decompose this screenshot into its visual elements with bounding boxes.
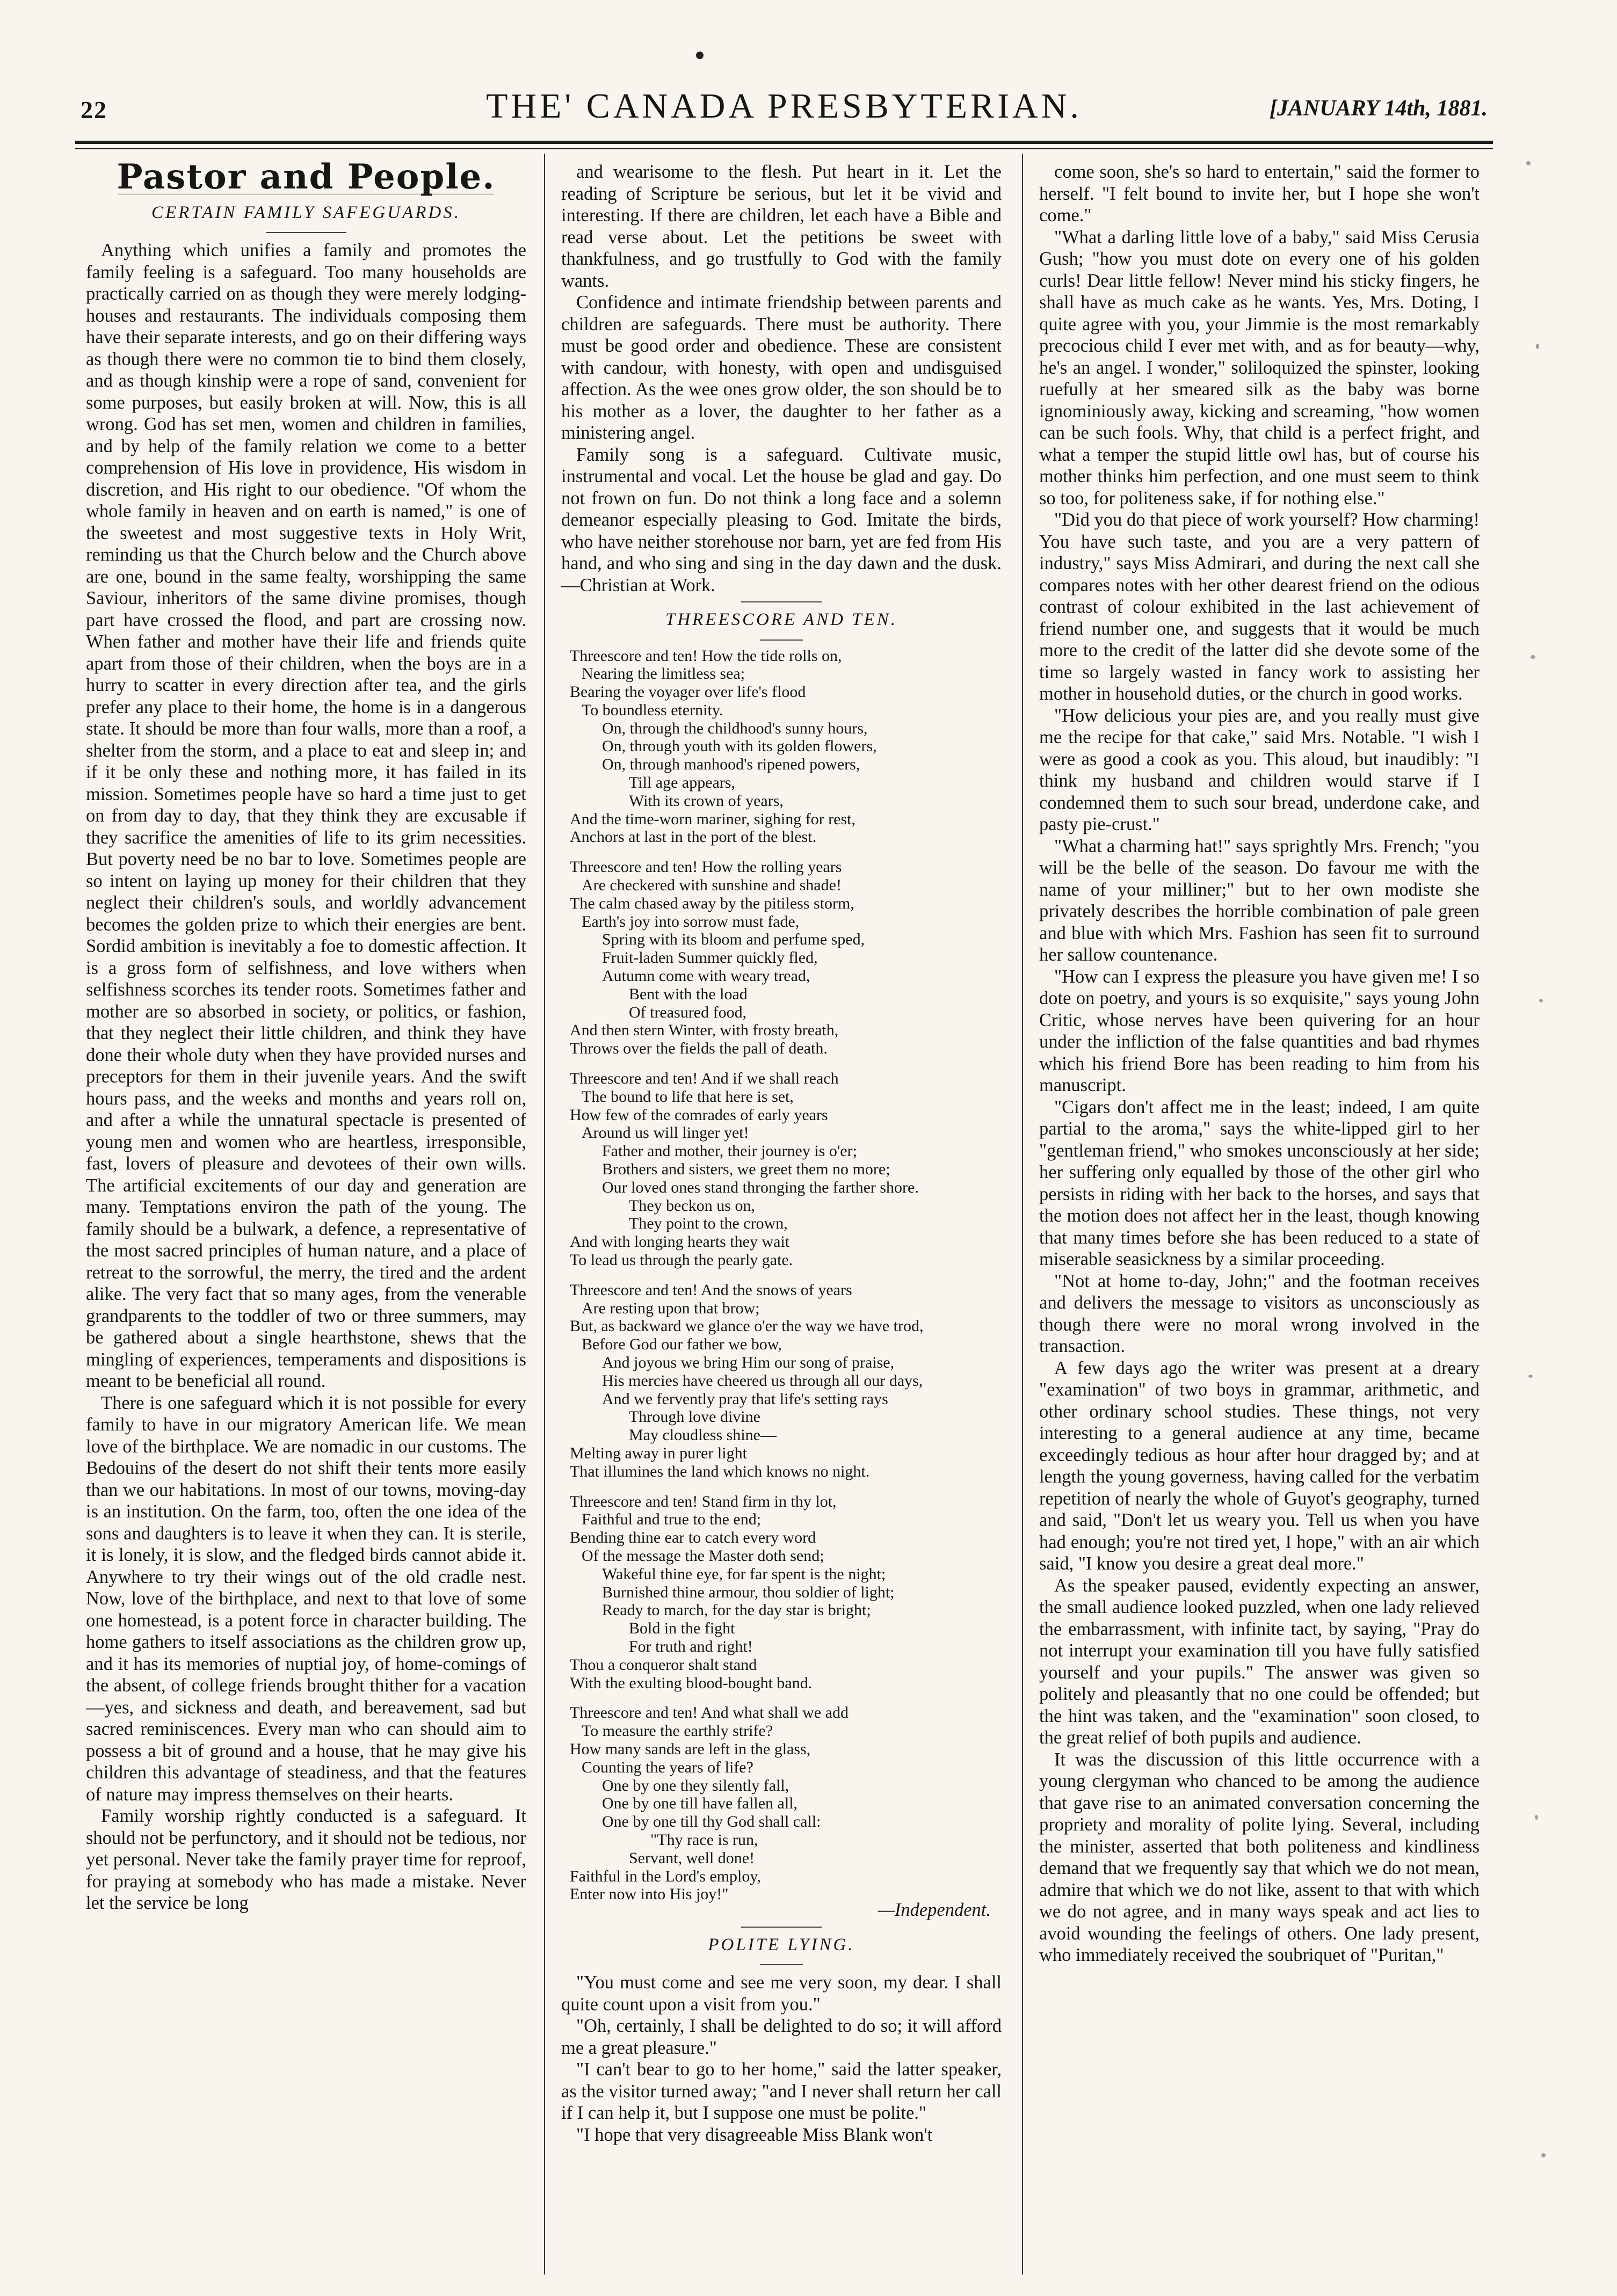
poem-line: Counting the years of life? xyxy=(582,1758,753,1776)
scan-speck xyxy=(1535,1815,1538,1820)
poem-line: Threescore and ten! How the tide rolls on, xyxy=(570,646,842,665)
masthead-rule xyxy=(75,141,1493,144)
poem-line: With its crown of years, xyxy=(629,791,784,810)
poem-stanza xyxy=(570,1070,1002,1269)
column-divider xyxy=(1022,154,1023,2275)
poem-line: Before God our father we bow, xyxy=(582,1335,782,1354)
divider xyxy=(760,1964,803,1965)
poem-line: To lead us through the pearly gate. xyxy=(570,1251,793,1269)
paragraph: "Did you do that piece of work yourself? How charming! You have such taste, and you are a very pattern of industry," says Miss Admirari, and during the next call she compares notes with her other dearest friend on the odious contrast of colour exhibited in the last achievement of friend number one, and suggests that it would be much more to the credit of the latter did she devote some of the time so largely wasted in fancy work to assisting her mother in household duties, or the church in good works. xyxy=(1039,510,1480,704)
poem-line: Faithful in the Lord's employ, xyxy=(570,1867,761,1885)
issue-date: [JANUARY 14th, 1881. xyxy=(1269,96,1488,121)
poem-line: How many sands are left in the glass, xyxy=(570,1740,811,1758)
poem-line: Spring with its bloom and perfume sped, xyxy=(602,931,865,949)
scan-speck xyxy=(1536,344,1539,349)
poem-line: But, as backward we glance o'er the way we have trod, xyxy=(570,1317,924,1335)
divider xyxy=(741,601,822,602)
paragraph: "I can't bear to go to her home," said the latter speaker, as the visitor turned away; "and I never shall return her call if I can help it, but I suppose one must be polite." xyxy=(561,2059,1002,2124)
paragraph: A few days ago the writer was present at a dreary "examination" of two boys in grammar, arithmetic, and other ordinary school studies. These things, not very interesting to a general audience at any time, became exceedingly tedious as hour after hour dragged by; and at length the young governess, having called for the verbatim repetition of nearly the whole of Guyot's geography, turned and said, "Don't let us weary you. Tell us when you have had enough; you're not tired yet, I hope," with an air which said, "I know you desire a great deal more." xyxy=(1039,1357,1480,1574)
poem-stanza xyxy=(570,1281,1002,1481)
paragraph: "What a charming hat!" says sprightly Mrs. French; "you will be the belle of the season. Do favour me with the name of your milliner;" but to her own modiste she privately describes the horrible combination of pale green and blue with which Mrs. Fashion has seen fit to surround her sallow countenance. xyxy=(1039,835,1480,965)
poem-line: One by one they silently fall, xyxy=(602,1776,789,1794)
poem-line: Thou a conqueror shalt stand xyxy=(570,1655,757,1674)
paragraph: "What a darling little love of a baby," said Miss Cerusia Gush; "how you must dote on every one of his golden curls! Dear little fellow! Never mind his sticky fingers, he shall have as much cake as he wants. Yes, Mrs. Doting, I quite agree with you, your Jimmie is the most remarkably precocious child I ever met with, and as for beauty—why, he's an angel. I wonder," soliloquized the spinster, looking ruefully at her smeared silk as the baby was borne ignominiously away, kicking and screaming, "how women can be such fools. Why, that child is a perfect fright, and what a temper the stupid little owl has, but of course his mother thinks him perfection, and one must seem to think so too, for politeness sake, if for nothing else." xyxy=(1039,227,1480,508)
article-heading: CERTAIN FAMILY SAFEGUARDS. xyxy=(151,202,461,222)
divider xyxy=(760,640,803,641)
poem-line: And we fervently pray that life's setting rays xyxy=(602,1390,888,1408)
paragraph: Family worship rightly conducted is a safeguard. It should not be perfunctory, and it should not be tedious, nor yet personal. Never take the family prayer time for reproof, for praying at somebody who has made a mistake. Never let the service be long xyxy=(86,1806,526,1913)
scan-speck xyxy=(1539,999,1543,1002)
poem-stanza xyxy=(570,647,1002,847)
poem-line: Till age appears, xyxy=(629,774,736,792)
masthead-rule-thin xyxy=(75,148,1493,149)
poem-line: With the exulting blood-bought band. xyxy=(570,1674,813,1692)
poem-line: His mercies have cheered us through all our days, xyxy=(602,1371,923,1390)
poem-line: Threescore and ten! And what shall we add xyxy=(570,1704,849,1722)
poem xyxy=(561,647,1002,1904)
column-2 xyxy=(561,161,1002,2146)
poem-line: Anchors at last in the port of the blest. xyxy=(570,828,817,846)
scan-speck xyxy=(1531,655,1535,659)
poem-line: Our loved ones stand thronging the farther shore. xyxy=(602,1178,919,1196)
poem-line: Threescore and ten! Stand firm in thy lot, xyxy=(570,1492,837,1510)
paragraph: Anything which unifies a family and promotes the family feeling is a safeguard. Too many households are practically carried on as though they were merely lodging-houses and restaurants. The individuals composing them have their separate interests, and go on their differing ways as though there were no common tie to bind them closely, and as though kinship were a rope of sand, convenient for some purposes, but easily broken at will. Now, this is all wrong. God has set men, women and children in families, and by help of the family relation we come to a better comprehension of His love in providence, His wisdom in discretion, and His right to our obedience. "Of whom the whole family in heaven and on earth is named," is one of the sweetest and most suggestive texts in Holy Writ, reminding us that the Church below and the Church above are one, bound in the same fealty, worshipping the same Saviour, inheritors of the same divine promises, though part have crossed the flood, and part are crossing now. When father and mother have their life and friends quite apart from those of their children, when the boys are in a hurry to scatter in every direction after tea, and the girls prefer any place to their home, the home is in a dangerous state. It should be more than four walls, more than a roof, a shelter from the storm, and a place to eat and sleep in; and if it be only these and nothing more, it has failed in its mission. Sometimes people have so hard a time just to get on from day to day, that they think they are excusable if they sacrifice the amenities of life to its grim necessities. But poverty need be no bar to love. Sometimes people are so intent on laying up money for their children that they neglect their children's souls, and worldly advancement becomes the golden prize to which their energies are bent. Sordid ambition is inevitably a foe to domestic affection. It is a gross form of selfishness, and love withers when selfishness scorches its tender roots. Sometimes father and mother are so absorbed in society, or politics, or fashion, that they neglect their little children, and think they have done their whole duty when they have provided nurses and preceptors for them in their juvenile years. And the swift hours pass, and the weeks and months and years roll on, and after a while the unnatural spectacle is presented of young men and women who are heartless, irresponsible, fast, lovers of pleasure and devotees of their own wills. The artificial excitements of our day and generation are many. Temptations environ the path of the young. The family should be a bulwark, a defence, a representative of the most sacred principles of human nature, and a place of retreat to the sorrowful, the merry, the tired and the ardent alike. The very fact that so many ages, from the venerable grandparents to the toddler of two or three summers, may be gathered about a single hearthstone, shews that the mingling of experiences, temperaments and dispositions is meant to be beneficial all round. xyxy=(86,240,526,1391)
poem-line: One by one till thy God shall call: xyxy=(602,1813,821,1831)
poem-line: On, through manhood's ripened powers, xyxy=(602,755,860,774)
paragraph: There is one safeguard which it is not possible for every family to have in our migratory American life. We mean love of the birthplace. We are nomadic in our customs. The Bedouins of the desert do not shift their tents more easily than we our habitations. In most of our towns, moving-day is an institution. On the farm, too, often the one idea of the sons and daughters is to leave it when they can. It is sterile, it is lonely, it is slow, and the fledged birds cannot abide it. Anywhere to try their wings out of the old cradle nest. Now, love of the birthplace, and next to that love of some one homestead, is a potent force in character building. The home gathers to itself associations as the children grow up, and it has its memories of nuptial joy, of home-comings of the absent, of college friends brought thither for a vacation—yes, and sickness and death, and bereavement, sad but sacred reminiscences. Every man who can should aim to possess a bit of ground and a house, that he may give his children this advantage of steadiness, and that the features of nature may impress themselves on their hearts. xyxy=(86,1392,526,1805)
paragraph: come soon, she's so hard to entertain," said the former to herself. "I felt bound to invite her, but I hope she won't come." xyxy=(1039,162,1480,226)
paragraph: It was the discussion of this little occurrence with a young clergyman who chanced to be among the audience that gave rise to an animated conversation concerning the propriety and morality of polite lying. Several, including the minister, asserted that both politeness and kindliness demand that we frequently say that which we do not mean, admire that which we do not like, assent to that with which we do not agree, and in many ways speak and act lies to avoid wounding the feelings of others. One lady present, who immediately received the soubriquet of "Puritan," xyxy=(1039,1749,1480,1965)
poem-line: Nearing the limitless sea; xyxy=(582,665,745,683)
poem-line: And the time-worn mariner, sighing for rest, xyxy=(570,810,856,828)
poem-line: One by one till have fallen all, xyxy=(602,1794,798,1813)
poem-line: Melting away in purer light xyxy=(570,1444,747,1462)
poem-line: Earth's joy into sorrow must fade, xyxy=(582,912,800,931)
poem-line: Brothers and sisters, we greet them no more; xyxy=(602,1160,890,1179)
poem-line: Bent with the load xyxy=(629,985,748,1003)
poem-line: Autumn come with weary tread, xyxy=(602,967,810,985)
poem-stanza xyxy=(570,1704,1002,1903)
poem-line: Threescore and ten! And if we shall reach xyxy=(570,1070,839,1088)
poem-stanza xyxy=(570,858,1002,1058)
poem-title: THREESCORE AND TEN. xyxy=(665,610,897,629)
divider xyxy=(266,232,346,233)
column-1 xyxy=(86,157,526,1914)
poem-line: And joyous we bring Him our song of praise, xyxy=(602,1353,895,1371)
ornament-dot xyxy=(696,52,704,59)
paragraph: "You must come and see me very soon, my dear. I shall quite count upon a visit from you." xyxy=(561,1972,1002,2015)
paragraph: "How delicious your pies are, and you really must give me the recipe for that cake," said Mrs. Notable. "I wish I were as good a cook as you. This aloud, but inaudibly: "I think my husband and children would starve if I condemned them to such sour bread, underdone cake, and pasty pie-crust." xyxy=(1039,705,1480,834)
paragraph: As the speaker paused, evidently expecting an answer, the small audience looked puzzled, when one lady relieved the embarrassment, with infinite tact, by saying, "Pray do not interrupt your examination till you have fully satisfied yourself and your pupils." The answer was given so politely and pleasantly that no one could be offended; but the hint was taken, and the "examination" soon closed, to the great relief of both pupils and audience. xyxy=(1039,1575,1480,1748)
poem-line: Are checkered with sunshine and shade! xyxy=(582,876,842,895)
poem-line: They beckon us on, xyxy=(629,1196,755,1215)
page-number: 22 xyxy=(81,96,107,123)
poem-line: Threescore and ten! How the rolling years xyxy=(570,858,842,876)
poem-line: Ready to march, for the day star is bright; xyxy=(602,1601,871,1619)
poem-line: May cloudless shine— xyxy=(629,1426,777,1444)
poem-line: Bearing the voyager over life's flood xyxy=(570,683,806,701)
paragraph: and wearisome to the flesh. Put heart in it. Let the reading of Scripture be serious, but let it be vivid and interesting. If there are children, let each have a Bible and read verse about. Let the petitions be sweet with thankfulness, and go trustfully to God with the family wants. xyxy=(561,162,1002,291)
poem-line: "Thy race is run, xyxy=(650,1830,758,1849)
poem-line: Bending thine ear to catch every word xyxy=(570,1529,816,1547)
scan-speck xyxy=(1526,161,1531,165)
paragraph: "Oh, certainly, I shall be delighted to do so; it will afford me a great pleasure." xyxy=(561,2016,1002,2058)
poem-line: Through love divine xyxy=(629,1408,760,1426)
poem-line: To boundless eternity. xyxy=(582,701,723,719)
poem-line: Throws over the fields the pall of death. xyxy=(570,1040,828,1058)
poem-line: Father and mother, their journey is o'er; xyxy=(602,1142,857,1160)
poem-line: Burnished thine armour, thou soldier of light; xyxy=(602,1583,895,1601)
scan-speck xyxy=(1541,2153,1546,2157)
paragraph: "I hope that very disagreeable Miss Blank won't xyxy=(576,2124,933,2145)
poem-line: How few of the comrades of early years xyxy=(570,1106,828,1124)
poem-line: They point to the crown, xyxy=(629,1215,788,1233)
paragraph: Family song is a safeguard. Cultivate music, instrumental and vocal. Let the house be glad and gay. Do not frown on fun. Do not think a long face and a solemn demeanor especially pleasing to God. Imitate the birds, who have neither storehouse nor barn, yet are fed from His hand, and who sing and sing in the day dawn and the dusk.—Christian at Work. xyxy=(561,444,1002,595)
poem-source: —Independent. xyxy=(878,1900,991,1921)
column-divider xyxy=(544,154,545,2275)
poem-line: Faithful and true to the end; xyxy=(582,1510,762,1529)
poem-line: On, through the childhood's sunny hours, xyxy=(602,719,868,737)
poem-line: Bold in the fight xyxy=(629,1619,735,1638)
article-heading: POLITE LYING. xyxy=(708,1935,855,1954)
poem-line: And then stern Winter, with frosty breath, xyxy=(570,1021,839,1040)
paragraph: "Not at home to-day, John;" and the footman receives and delivers the message to visitors as unconsciously as though there were no moral wrong involved in the transaction. xyxy=(1039,1270,1480,1356)
poem-line: Fruit-laden Summer quickly fled, xyxy=(602,949,818,967)
poem-line: Are resting upon that brow; xyxy=(582,1299,760,1317)
poem-stanza xyxy=(570,1493,1002,1692)
column-3 xyxy=(1039,161,1480,1966)
masthead xyxy=(81,86,1488,134)
paragraph: Confidence and intimate friendship between parents and children are safeguards. There must be authority. There must be good order and obedience. These are consistent with candour, with honesty, with open and undisguised affection. As the wee ones grow older, the son should be to his mother as a lover, the daughter to her father as a ministering angel. xyxy=(561,292,1002,443)
poem-line: Of the message the Master doth send; xyxy=(582,1546,824,1565)
poem-line: For truth and right! xyxy=(629,1637,753,1655)
poem-line: Enter now into His joy!" xyxy=(570,1885,729,1903)
divider xyxy=(741,1927,822,1928)
scan-speck xyxy=(1528,1375,1533,1378)
poem-line: And with longing hearts they wait xyxy=(570,1233,790,1251)
poem-line: Threescore and ten! And the snows of years xyxy=(570,1281,852,1299)
poem-line: On, through youth with its golden flowers, xyxy=(602,737,877,755)
paragraph: "How can I express the pleasure you have given me! I so dote on poetry, and yours is so exquisite," says young John Critic, whose nerves have been quivering for an hour under the infliction of the false quantities and bad rhymes which his friend Bore has been reading to him from his manuscript. xyxy=(1039,966,1480,1095)
poem-line: That illumines the land which knows no night. xyxy=(570,1462,870,1480)
poem-line: The calm chased away by the pitiless storm, xyxy=(570,894,854,912)
poem-line: Around us will linger yet! xyxy=(582,1124,749,1142)
poem-line: Wakeful thine eye, for far spent is the night; xyxy=(602,1565,886,1583)
poem-line: To measure the earthly strife? xyxy=(582,1722,773,1740)
department-heading: Pastor and People. xyxy=(117,157,496,197)
poem-line: Of treasured food, xyxy=(629,1003,747,1021)
poem-line: The bound to life that here is set, xyxy=(582,1087,794,1106)
newspaper-title: THE' CANADA PRESBYTERIAN. xyxy=(486,86,1082,126)
poem-line: Servant, well done! xyxy=(629,1849,755,1867)
paragraph: "Cigars don't affect me in the least; indeed, I am quite partial to the aroma," says the white-lipped girl to her "gentleman friend," who smokes unconsciously at her side; her suffering only equalled by those of the other girl who persists in riding with her back to the horses, and says that the motion does not affect her in the least, though knowing that many times before she has been reduced to a state of miserable seasickness by a similar proceeding. xyxy=(1039,1096,1480,1269)
